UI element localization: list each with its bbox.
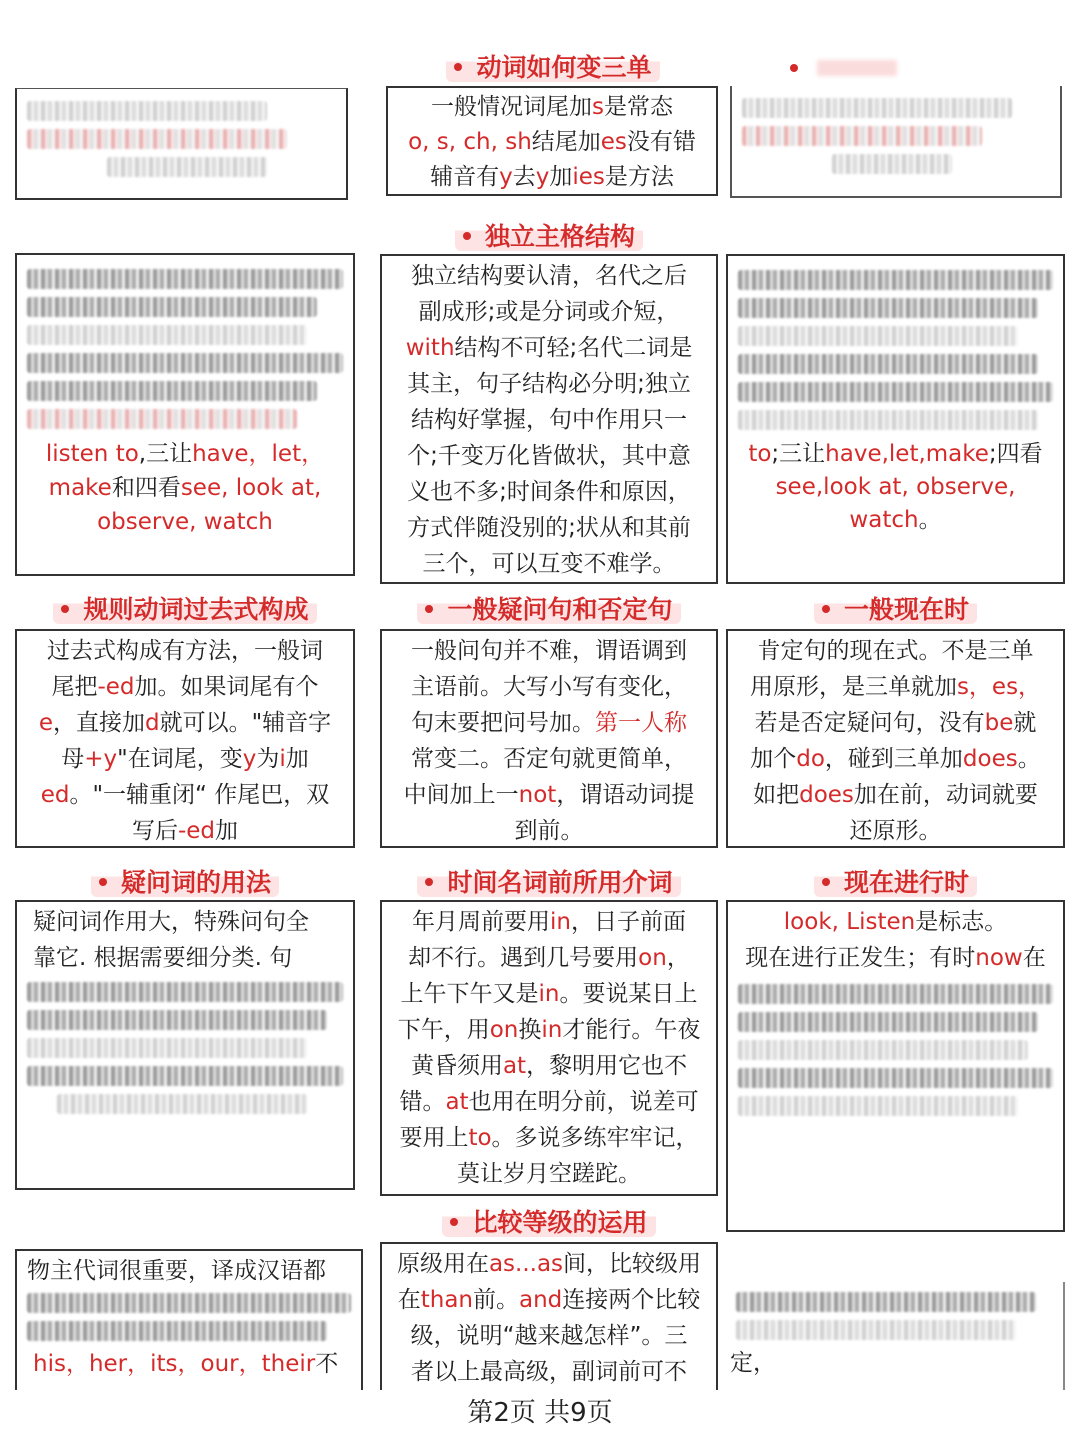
card-present-simple	[726, 629, 1065, 848]
section-title-time-prepositions: 时间名词前所用介词	[380, 865, 718, 901]
card-possessive-pronouns-text-bottom: his，her，its，our，their不	[33, 1351, 339, 1377]
section-title-past-tense: 规则动词过去式构成	[15, 592, 355, 628]
section-title-comparison: 比较等级的运用	[380, 1205, 718, 1241]
card-r2-left	[15, 253, 355, 576]
card-third-person-text: 一般情况词尾加s是常态 o, s, ch, sh结尾加es没有错 辅音有y去y加ies是方法	[408, 94, 696, 190]
bullet-dot-icon	[822, 605, 830, 613]
card-r2-right-text: to;三让have,let,make;四看 see,look at, observe, watch。	[748, 441, 1043, 533]
card-past-tense-text: 过去式构成有方法，一般词 尾把-ed加。如果词尾有个 e，直接加d就可以。"辅音字 母+y"在词尾，变y为i加 ed。"一辅重闭“ 作尾巴，双 写后-ed加	[38, 638, 332, 844]
card-questions-negatives-text: 一般问句并不难，谓语调到 主语前。大写小写有变化， 句末要把问号加。第一人称 常变二。否定句就更简单， 中间加上一not，谓语动词提 到前。	[403, 638, 695, 844]
card-r5-right-text: 定，	[730, 1350, 776, 1376]
card-possessive-pronouns	[15, 1249, 363, 1390]
blurred-card-r1-left	[15, 88, 348, 200]
section-title-present-continuous: 现在进行时	[726, 865, 1065, 901]
card-possessive-pronouns-text: 物主代词很重要，译成汉语都	[27, 1258, 326, 1284]
card-absolute-construction-text: 独立结构要认清，名代之后 副成形;或是分词或介短， with结构不可轻;名代二词是 其主，句子结构必分明;独立 结构好掌握，句中作用只一 个;千变万化皆做状，其中意 义也不多;时间条件和原因， 方式伴随没别的;状从和其前 三个，可以互变不难学。	[405, 263, 693, 577]
card-time-prepositions-text: 年月周前要用in，日子前面 却不行。遇到几号要用on， 上午下午又是in。要说某日上 下午，用on换in才能行。午夜 黄昏须用at，黎明用它也不 错。at也用在明分前，说差可 要用上to。多说多练牢牢记， 莫让岁月空蹉跎。	[397, 909, 701, 1187]
card-r2-left-text: listen to,三让have，let， make和四看see, look at, observe, watch	[45, 441, 325, 535]
section-title-present-simple: 一般现在时	[726, 592, 1065, 628]
card-r2-right	[726, 254, 1065, 584]
section-title-question-words: 疑问词的用法	[15, 865, 355, 901]
card-present-continuous	[726, 900, 1065, 1232]
card-comparison	[380, 1242, 718, 1390]
card-third-person	[386, 86, 718, 196]
card-present-continuous-text: look, Listen是标志。 现在进行正发生；有时now在	[745, 909, 1046, 971]
bullet-dot-icon	[463, 232, 471, 240]
card-time-prepositions	[380, 900, 718, 1196]
section-title-absolute-construction: 独立主格结构	[380, 219, 718, 255]
bullet-dot-icon	[822, 878, 830, 886]
card-question-words	[15, 900, 355, 1190]
bullet-dot-icon	[454, 63, 462, 71]
blurred-card-r5-right	[726, 1282, 1065, 1390]
bullet-dot-icon	[61, 605, 69, 613]
card-comparison-text: 原级用在as...as间，比较级用 在than前。and连接两个比较 级，说明“越来越怎样”。三 者以上最高级，副词前可不	[396, 1251, 702, 1385]
page-indicator: 第2页 共9页	[467, 1398, 613, 1428]
blurred-card-r1-right	[730, 86, 1062, 198]
card-past-tense	[15, 629, 355, 848]
section-title-questions-negatives: 一般疑问句和否定句	[380, 592, 718, 628]
card-absolute-construction	[380, 254, 718, 584]
section-title-third-person: 动词如何变三单	[388, 50, 718, 86]
bullet-dot-icon	[425, 878, 433, 886]
bullet-dot-icon	[450, 1218, 458, 1226]
card-question-words-text: 疑问词作用大，特殊问句全 靠它. 根据需要细分类. 句	[33, 909, 309, 971]
card-questions-negatives	[380, 629, 718, 848]
bullet-dot-icon	[425, 605, 433, 613]
blurred-title-r1-right	[790, 52, 897, 81]
card-present-simple-text: 肯定句的现在式。不是三单 用原形，是三单就加s，es， 若是否定疑问句，没有be就 加个do，碰到三单加does。 如把does加在前，动词就要 还原形。	[749, 638, 1042, 844]
bullet-dot-icon	[99, 878, 107, 886]
